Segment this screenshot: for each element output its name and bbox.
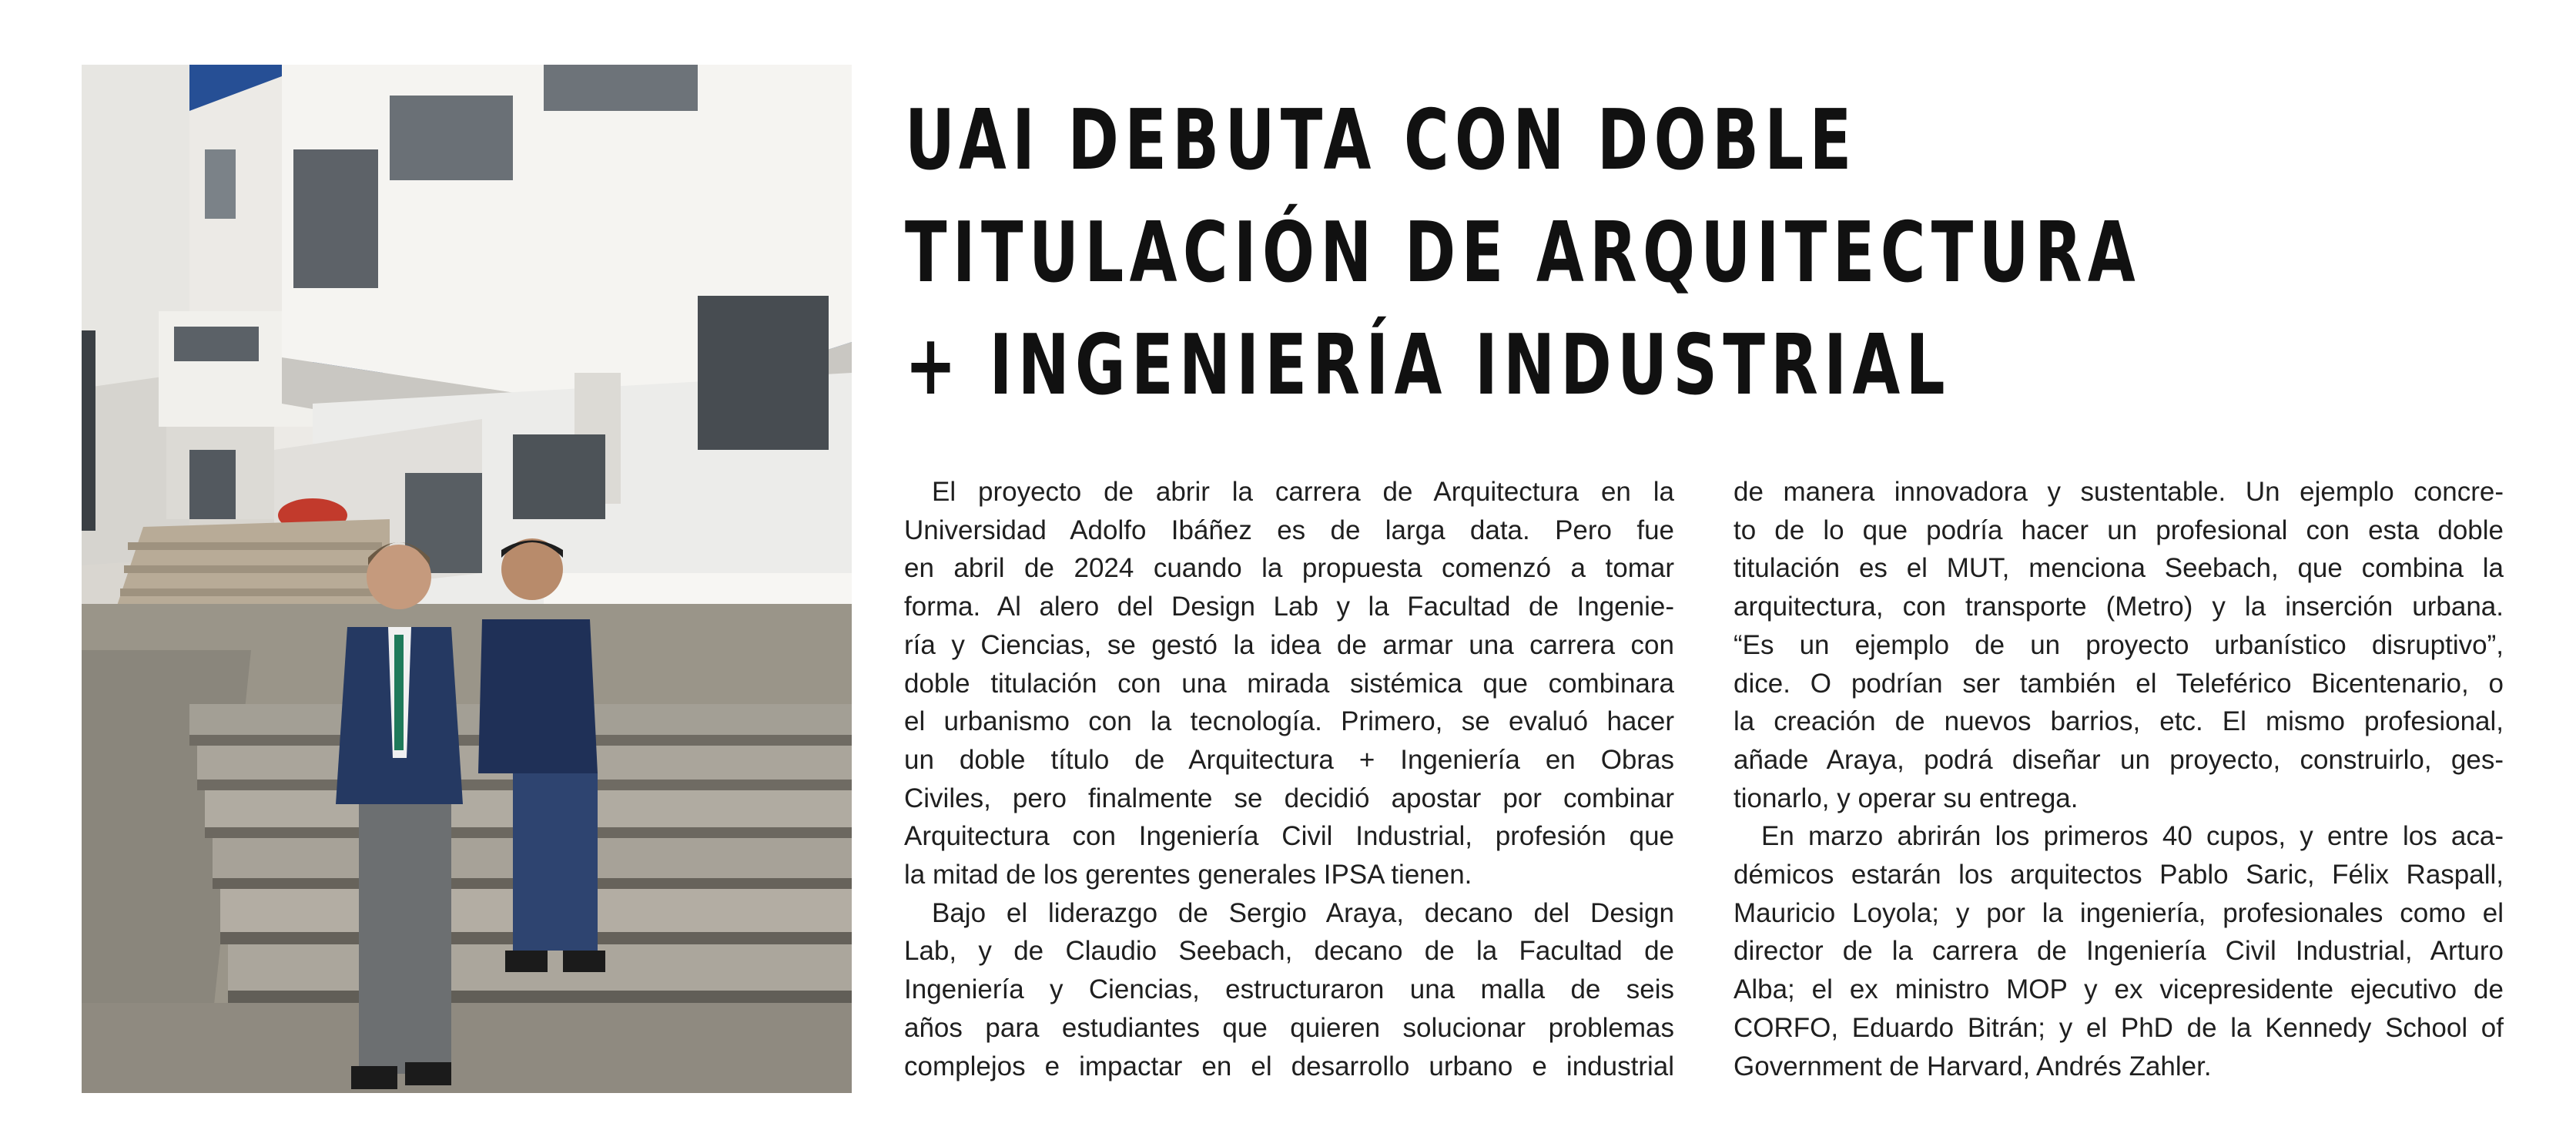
body-line: Ingeniería y Ciencias, estructuraron una malla de seis	[904, 974, 1674, 1005]
body-line: to de lo que podría hacer un profesional con esta doble	[1734, 515, 2504, 545]
body-line: dice. O podrían ser también el Teleférico Bicentenario, o	[1734, 668, 2504, 699]
body-line: complejos e impactar en el desarrollo urbano e industrial	[904, 1051, 1674, 1081]
body-line: doble titulación con una mirada sistémica que combinara	[904, 668, 1674, 699]
body-line: Government de Harvard, Andrés Zahler.	[1734, 1051, 2212, 1081]
article-photo	[82, 65, 852, 1093]
body-line: CORFO, Eduardo Bitrán; y el PhD de la Kennedy School of	[1734, 1012, 2504, 1043]
body-line: “Es un ejemplo de un proyecto urbanístico disruptivo”,	[1734, 629, 2504, 660]
body-line: El proyecto de abrir la carrera de Arquitectura en la	[932, 477, 1674, 507]
body-line: en abril de 2024 cuando la propuesta comenzó a tomar	[904, 553, 1674, 584]
body-line: démicos estarán los arquitectos Pablo Saric, Félix Raspall,	[1734, 860, 2504, 890]
body-column-right	[1734, 473, 2504, 1085]
body-line: Universidad Adolfo Ibáñez es de larga data. Pero fue	[904, 515, 1674, 545]
headline-line-3: + INGENIERÍA INDUSTRIAL	[905, 317, 1951, 414]
headline-line-1: UAI DEBUTA CON DOBLE	[905, 92, 1857, 189]
body-line: Bajo el liderazgo de Sergio Araya, decano del Design	[932, 897, 1674, 928]
body-line: Lab, y de Claudio Seebach, decano de la Facultad de	[904, 936, 1674, 967]
body-line: un doble título de Arquitectura + Ingeniería en Obras	[904, 744, 1674, 775]
body-column-left	[904, 473, 1674, 1085]
body-line: titulación es el MUT, menciona Seebach, que combina la	[1734, 553, 2504, 584]
body-line: director de la carrera de Ingeniería Civil Industrial, Arturo	[1734, 936, 2504, 967]
headline-line-2: TITULACIÓN DE ARQUITECTURA	[905, 205, 2142, 301]
body-line: arquitectura, con transporte (Metro) y la inserción urbana.	[1734, 592, 2504, 622]
body-line: el urbanismo con la tecnología. Primero, se evaluó hacer	[904, 706, 1674, 737]
body-line: años para estudiantes que quieren solucionar problemas	[904, 1012, 1674, 1043]
body-line: forma. Al alero del Design Lab y la Facultad de Ingenie-	[904, 592, 1674, 622]
body-line: En marzo abrirán los primeros 40 cupos, y entre los aca-	[1761, 821, 2504, 852]
body-line: Arquitectura con Ingeniería Civil Industrial, profesión que	[904, 821, 1674, 852]
body-line: tionarlo, y operar su entrega.	[1734, 783, 2079, 813]
body-line: la creación de nuevos barrios, etc. El mismo profesional,	[1734, 706, 2504, 737]
body-line: de manera innovadora y sustentable. Un ejemplo concre-	[1734, 477, 2504, 507]
body-line: la mitad de los gerentes generales IPSA tienen.	[904, 860, 1472, 890]
body-line: Alba; el ex ministro MOP y ex vicepresidente ejecutivo de	[1734, 974, 2504, 1005]
body-line: ría y Ciencias, se gestó la idea de armar una carrera con	[904, 629, 1674, 660]
body-line: Civiles, pero finalmente se decidió apostar por combinar	[904, 783, 1674, 813]
body-line: Mauricio Loyola; y por la ingeniería, profesionales como el	[1734, 897, 2504, 928]
photo-illustration	[82, 65, 852, 1093]
body-line: añade Araya, podrá diseñar un proyecto, construirlo, ges-	[1734, 744, 2504, 775]
headline	[905, 85, 2142, 422]
